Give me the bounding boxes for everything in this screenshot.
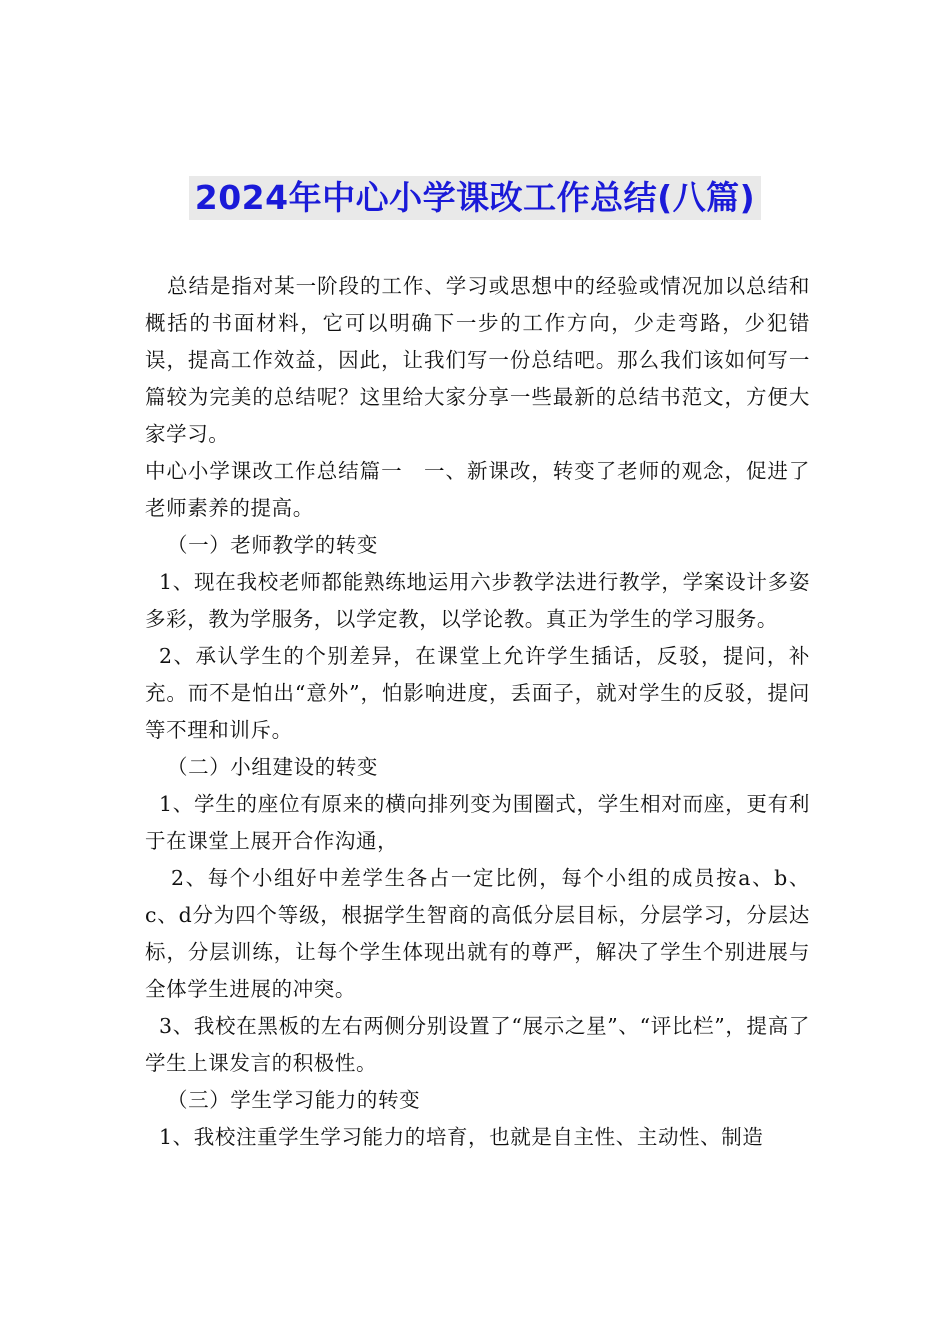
paragraph-item: 1、学生的座位有原来的横向排列变为围圈式，学生相对而座，更有利于在课堂上展开合作沟通，: [145, 792, 810, 853]
subheading-learning-ability: （三）学生学习能力的转变: [167, 1088, 421, 1112]
paragraph-item: 1、现在我校老师都能熟练地运用六步教学法进行教学，学案设计多姿多彩，教为学服务，以学定教，以学论教。真正为学生的学习服务。: [145, 570, 810, 631]
subheading-teacher-teaching: （一）老师教学的转变: [167, 533, 378, 557]
document-title: 2024年中心小学课改工作总结(八篇): [189, 176, 762, 220]
intro-paragraph: 总结是指对某一阶段的工作、学习或思想中的经验或情况加以总结和概括的书面材料，它可以明确下一步的工作方向，少走弯路，少犯错误，提高工作效益，因此，让我们写一份总结吧。那么我们该如何写一篇较为完美的总结呢？这里给大家分享一些最新的总结书范文，方便大家学习。: [145, 274, 810, 446]
paragraph-item: 1、我校注重学生学习能力的培育，也就是自主性、主动性、制造: [159, 1125, 764, 1149]
paragraph-item: 2、承认学生的个别差异，在课堂上允许学生插话，反驳，提问，补充。而不是怕出“意外”，怕影响进度，丢面子，就对学生的反驳，提问等不理和训斥。: [145, 644, 810, 742]
subheading-group-building: （二）小组建设的转变: [167, 755, 378, 779]
document-body: [145, 268, 810, 1156]
paragraph-item: 3、我校在黑板的左右两侧分别设置了“展示之星”、“评比栏”，提高了学生上课发言的积极性。: [145, 1014, 810, 1075]
section-one-heading: 中心小学课改工作总结篇一 一、新课改，转变了老师的观念，促进了老师素养的提高。: [145, 459, 810, 520]
title-container: [0, 176, 950, 220]
paragraph-item: 2、每个小组好中差学生各占一定比例，每个小组的成员按a、b、c、d分为四个等级，根据学生智商的高低分层目标，分层学习，分层达标，分层训练，让每个学生体现出就有的尊严，解决了学生个别进展与全体学生进展的冲突。: [145, 866, 810, 1001]
